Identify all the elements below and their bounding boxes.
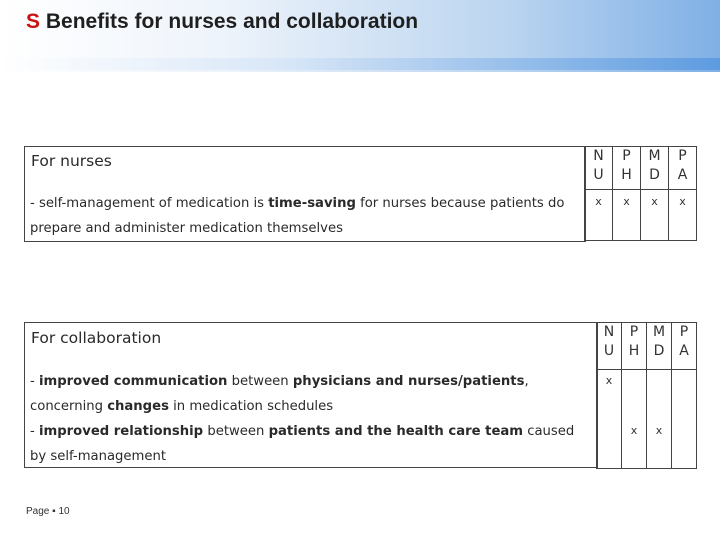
col-header-md: M D xyxy=(647,323,672,370)
collaboration-point-1: - improved communication between physicians and nurses/patients, concerning changes in medication schedules xyxy=(30,374,529,414)
title-text: Benefits for nurses and collaboration xyxy=(45,10,419,33)
title-prefix: S xyxy=(26,10,41,33)
table-header-row xyxy=(597,323,697,370)
collaboration-point-2: - improved relationship between patients and the health care team caused by self-management xyxy=(30,424,575,464)
collaboration-points xyxy=(30,369,590,469)
mark-cell-ph: x xyxy=(613,190,641,241)
page-separator: ▪ xyxy=(52,506,56,517)
col-header-nu: N U xyxy=(585,147,613,190)
mark-cell-pa xyxy=(672,370,697,469)
collaboration-stakeholder-table xyxy=(596,322,697,469)
slide-title xyxy=(26,10,418,34)
collaboration-textbox[interactable] xyxy=(24,322,598,468)
page-number: 10 xyxy=(58,506,70,517)
nurses-point-1-prefix: - self-management of medication is xyxy=(30,196,269,211)
table-header-row xyxy=(585,147,697,190)
nurses-stakeholder-table xyxy=(584,146,697,241)
col-header-nu: N U xyxy=(597,323,622,370)
page-label: Page xyxy=(26,506,50,517)
nurses-point-1 xyxy=(30,191,582,241)
mark-cell-nu: x xyxy=(597,370,622,469)
table-row xyxy=(597,370,697,469)
header-stripe xyxy=(0,58,720,70)
collaboration-heading: For collaboration xyxy=(31,329,162,347)
table-row xyxy=(585,190,697,241)
col-header-pa: P A xyxy=(669,147,697,190)
nurses-point-1-suffix: for nurses because patients do prepare and administer medication themselves xyxy=(30,196,565,236)
page-number-footer xyxy=(26,506,70,517)
mark-cell-nu: x xyxy=(585,190,613,241)
col-header-ph: P H xyxy=(622,323,647,370)
nurses-textbox[interactable] xyxy=(24,146,586,242)
col-header-md: M D xyxy=(641,147,669,190)
col-header-pa: P A xyxy=(672,323,697,370)
mark-cell-ph: x xyxy=(622,370,647,469)
mark-cell-pa: x xyxy=(669,190,697,241)
nurses-heading: For nurses xyxy=(31,152,112,170)
mark-cell-md: x xyxy=(647,370,672,469)
col-header-ph: P H xyxy=(613,147,641,190)
mark-cell-md: x xyxy=(641,190,669,241)
nurses-point-1-bold: time-saving xyxy=(268,196,356,211)
